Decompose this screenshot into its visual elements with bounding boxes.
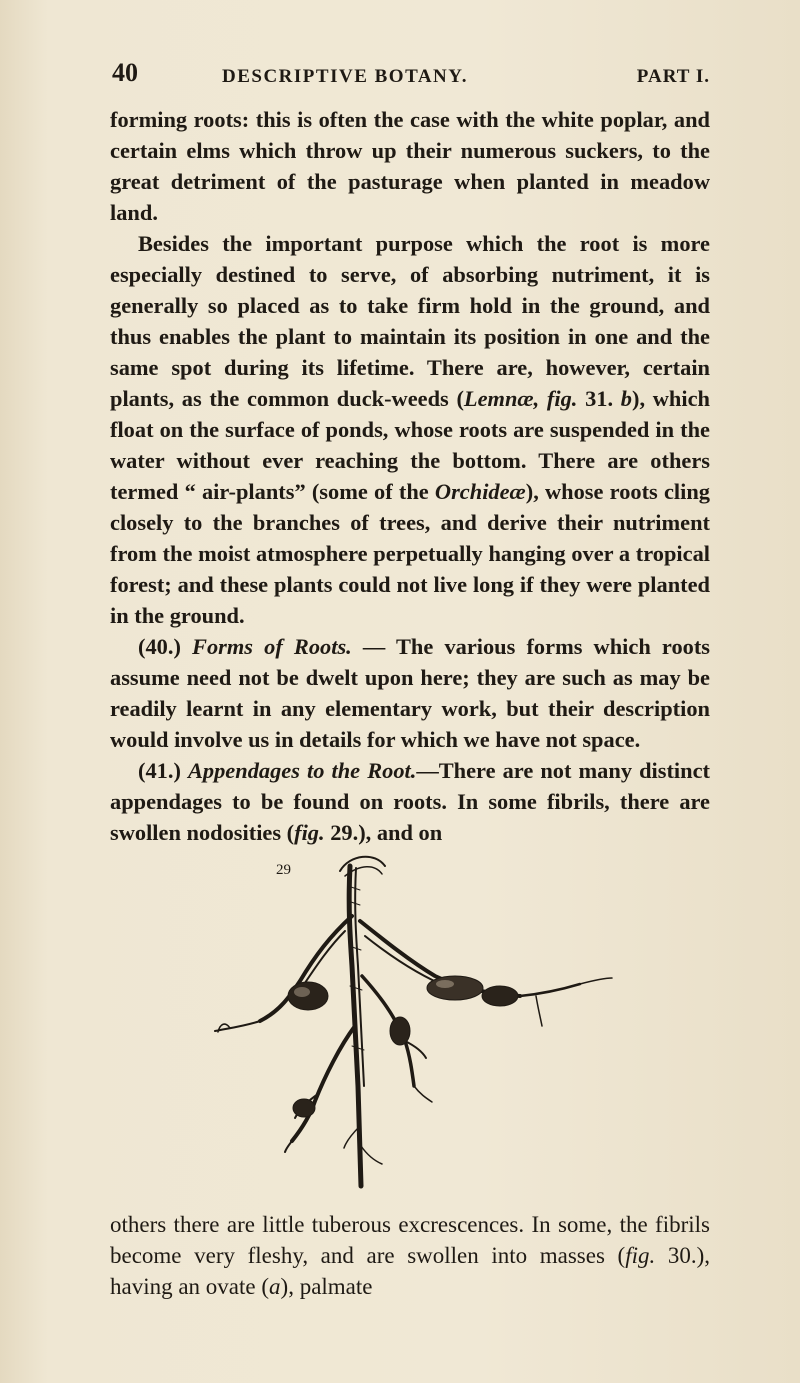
text-run: Besides the important purpose which the root is more especially destined to serve, of absorbing nutriment, it is generally so placed as to take firm hold in the ground, and thus enables the plant to maintain its position in one and the same spot during its lifetime. There are, however, certain plants, as the common duck-weeds (	[110, 231, 710, 411]
page-number: 40	[112, 58, 138, 87]
paragraph-1	[110, 104, 710, 228]
italic-text: Lemnæ, fig.	[463, 386, 578, 411]
figure-29	[200, 846, 620, 1201]
figure-label: 29	[276, 862, 291, 878]
italic-text: b	[620, 386, 632, 411]
italic-text: fig.	[625, 1243, 656, 1268]
text-run: others there are little tuberous excrescences. In some, the fibrils become very fleshy, and are swollen into masses (	[110, 1212, 710, 1268]
italic-text: a	[269, 1274, 281, 1299]
text-run: ), whose roots cling closely to the branches of trees, and derive their nutriment from the moist atmosphere perpetually hanging over a tropical forest; and these plants could not live long if they were planted in the ground.	[110, 479, 710, 628]
text-run: ), which float on the surface of ponds, whose roots are suspended in the water without ever reaching the bottom. There are others termed “ air-plants” (some of the	[110, 386, 710, 504]
italic-text: Forms of Roots.	[192, 634, 352, 659]
page-header	[112, 60, 710, 90]
running-title: DESCRIPTIVE BOTANY.	[222, 66, 468, 87]
text-run: 29.), and on	[324, 820, 443, 845]
italic-text: Orchideæ	[434, 479, 526, 504]
paragraph-3	[110, 631, 710, 755]
body-text-continued	[110, 1209, 710, 1302]
root-nodosities-illustration	[200, 846, 620, 1201]
text-run: —There are not many distinct appendages to be found on roots. In some fibrils, there are swollen nodosities (	[110, 758, 711, 845]
paragraph-4	[110, 755, 710, 848]
text-run: — The various forms which roots assume need not be dwelt upon here; they are such as may be readily learnt in any elementary work, but their description would involve us in details for which we have not space.	[110, 634, 711, 752]
text-run: (40.)	[138, 634, 193, 659]
text-run: (41.)	[138, 758, 188, 783]
part-label: PART I.	[636, 66, 710, 87]
body-text	[110, 104, 710, 848]
text-run: 30.), having an ovate (	[110, 1243, 710, 1299]
paragraph-2	[110, 228, 710, 631]
text-run: forming roots: this is often the case with the white poplar, and certain elms which throw up their numerous suckers, to the great detriment of the pasturage when planted in meadow land.	[110, 107, 710, 225]
text-run: ), palmate	[280, 1274, 373, 1299]
text-run: 31.	[577, 386, 621, 411]
italic-text: fig.	[294, 820, 325, 845]
paragraph-5	[110, 1209, 710, 1302]
italic-text: Appendages to the Root.	[187, 758, 417, 783]
